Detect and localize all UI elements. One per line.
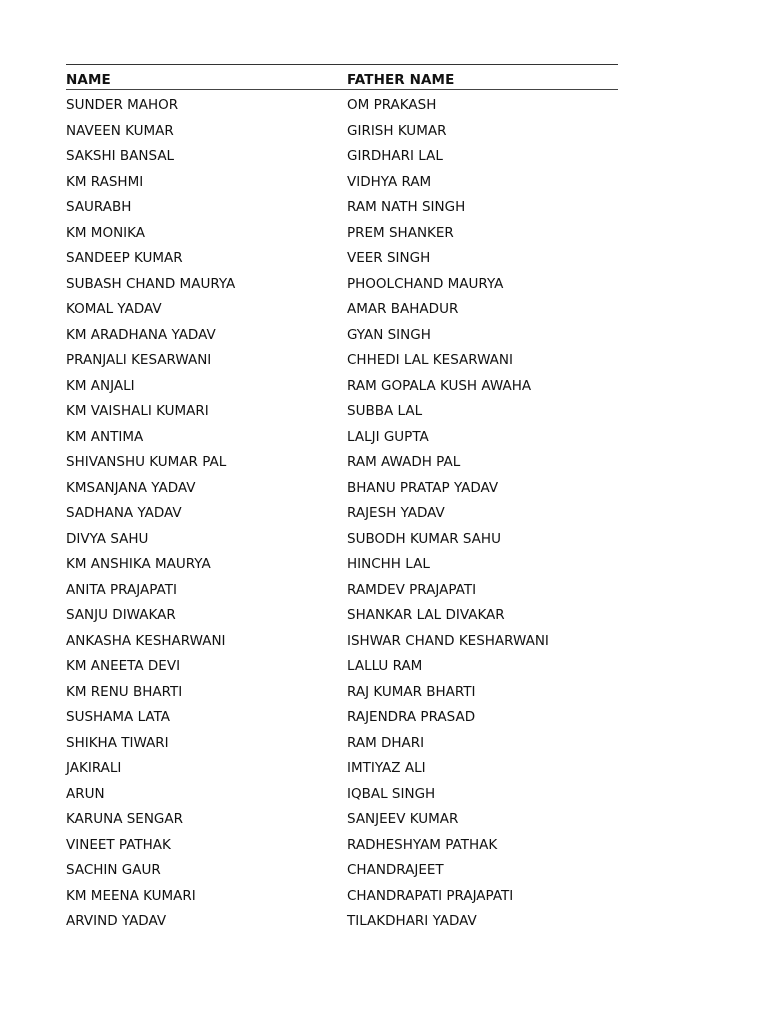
cell-father-name: VIDHYA RAM [347,173,432,190]
cell-name: SUBASH CHAND MAURYA [66,275,236,292]
table-row [66,726,618,752]
table-row [66,140,618,166]
cell-name: KM VAISHALI KUMARI [66,403,209,419]
cell-father-name: RADHESHYAM PATHAK [347,836,498,853]
cell-name: KM MONIKA [66,224,145,241]
cell-father-name: RAM AWADH PAL [347,454,461,470]
table-row [66,599,618,625]
cell-name: SUNDER MAHOR [66,97,179,113]
cell-name: ANITA PRAJAPATI [66,581,177,598]
cell-name: ARVIND YADAV [66,913,167,929]
column-header-name: NAME [66,72,111,88]
cell-father-name: OM PRAKASH [347,97,437,113]
table-row [66,446,618,472]
cell-father-name: PHOOLCHAND MAURYA [347,275,504,292]
cell-name: VINEET PATHAK [66,836,171,853]
table-row [66,369,618,395]
table-row [66,803,618,829]
cell-name: SANDEEP KUMAR [66,250,183,266]
cell-father-name: SHANKAR LAL DIVAKAR [347,607,505,623]
cell-name: DIVYA SAHU [66,530,149,547]
cell-father-name: GIRISH KUMAR [347,122,447,139]
cell-father-name: RAMDEV PRAJAPATI [347,581,477,598]
cell-father-name: CHANDRAJEET [347,862,444,878]
table-row [66,752,618,778]
cell-name: SHIVANSHU KUMAR PAL [66,454,227,470]
cell-name: PRANJALI KESARWANI [66,352,212,368]
table-row [66,573,618,599]
cell-name: SADHANA YADAV [66,505,182,521]
cell-father-name: GYAN SINGH [347,326,431,343]
table-row [66,701,618,727]
cell-father-name: TILAKDHARI YADAV [347,913,477,929]
table-row [66,114,618,140]
table-row [66,90,618,114]
cell-father-name: LALJI GUPTA [347,428,429,445]
cell-name: KMSANJANA YADAV [66,479,196,496]
cell-father-name: RAM NATH SINGH [347,199,466,215]
table-row [66,318,618,344]
cell-name: SAURABH [66,199,132,215]
cell-name: KM ARADHANA YADAV [66,326,216,343]
cell-father-name: RAM DHARI [347,734,425,751]
table-row [66,267,618,293]
cell-father-name: CHANDRAPATI PRAJAPATI [347,887,514,904]
table-row [66,777,618,803]
cell-father-name: RAJESH YADAV [347,505,445,521]
table-row [66,624,618,650]
cell-father-name: BHANU PRATAP YADAV [347,479,499,496]
cell-father-name: RAJ KUMAR BHARTI [347,683,476,700]
cell-name: ANKASHA KESHARWANI [66,632,226,649]
cell-father-name: VEER SINGH [347,250,431,266]
cell-name: SAKSHI BANSAL [66,148,175,164]
cell-name: KM ANSHIKA MAURYA [66,556,211,572]
table-row [66,650,618,676]
cell-father-name: RAJENDRA PRASAD [347,709,476,725]
cell-father-name: PREM SHANKER [347,224,454,241]
cell-father-name: GIRDHARI LAL [347,148,443,164]
cell-father-name: CHHEDI LAL KESARWANI [347,352,514,368]
cell-name: SANJU DIWAKAR [66,607,176,623]
column-header-father-name: FATHER NAME [347,72,455,88]
table-row [66,854,618,880]
table-row [66,165,618,191]
cell-father-name: AMAR BAHADUR [347,301,459,317]
cell-name: NAVEEN KUMAR [66,122,174,139]
cell-name: SHIKHA TIWARI [66,734,169,751]
cell-father-name: SUBBA LAL [347,403,423,419]
cell-name: KM RENU BHARTI [66,683,183,700]
cell-father-name: ISHWAR CHAND KESHARWANI [347,632,549,649]
cell-name: JAKIRALI [66,760,122,776]
cell-name: KM ANJALI [66,377,135,394]
cell-name: ARUN [66,785,105,802]
table-row [66,675,618,701]
cell-name: KM MEENA KUMARI [66,887,196,904]
cell-name: KM RASHMI [66,173,144,190]
table-row [66,905,618,931]
table-row [66,879,618,905]
cell-father-name: LALLU RAM [347,658,423,674]
cell-name: KM ANTIMA [66,428,144,445]
table-row [66,548,618,574]
name-table [66,64,618,930]
cell-father-name: SANJEEV KUMAR [347,811,459,827]
cell-father-name: HINCHH LAL [347,556,430,572]
table-row [66,344,618,370]
cell-father-name: IMTIYAZ ALI [347,760,426,776]
table-body [66,90,618,930]
table-row [66,395,618,421]
table-header [66,65,618,90]
cell-father-name: RAM GOPALA KUSH AWAHA [347,377,532,394]
cell-name: SUSHAMA LATA [66,709,171,725]
table-row [66,242,618,268]
cell-name: KOMAL YADAV [66,301,162,317]
table-row [66,293,618,319]
table-row [66,216,618,242]
cell-name: KARUNA SENGAR [66,811,184,827]
cell-name: SACHIN GAUR [66,862,161,878]
cell-father-name: SUBODH KUMAR SAHU [347,530,501,547]
table-row [66,471,618,497]
table-row [66,522,618,548]
table-row [66,828,618,854]
cell-name: KM ANEETA DEVI [66,658,181,674]
cell-father-name: IQBAL SINGH [347,785,436,802]
table-row [66,191,618,217]
table-row [66,420,618,446]
table-row [66,497,618,523]
